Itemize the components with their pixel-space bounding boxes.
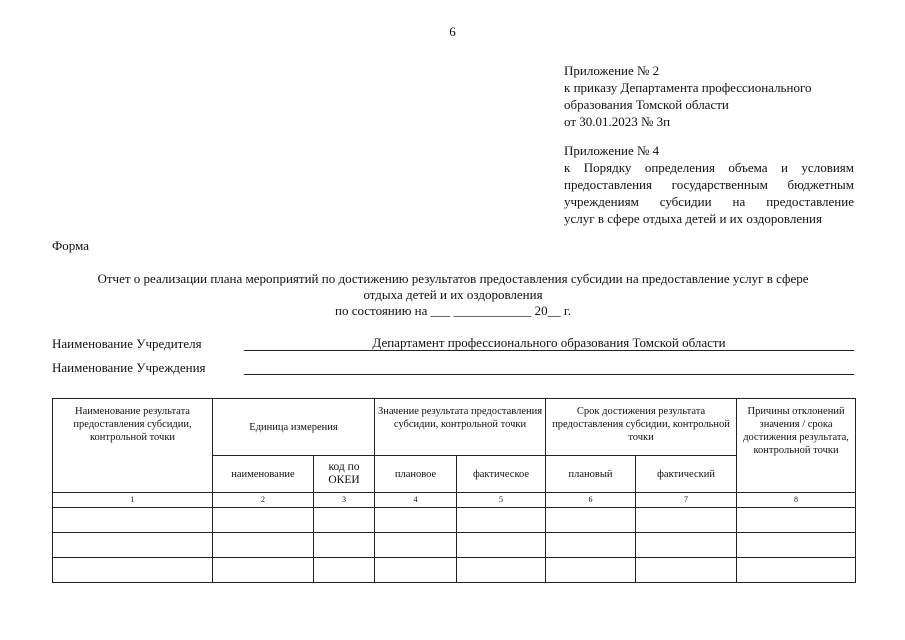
table-cell[interactable] [53, 533, 213, 558]
form-label: Форма [52, 238, 89, 253]
appendix-4-line: предоставления государственным бюджетным [564, 177, 854, 192]
header-value-planned: плановое [375, 456, 457, 493]
column-number: 5 [457, 493, 546, 508]
appendix-4-title: Приложение № 4 [564, 143, 660, 158]
table-cell[interactable] [457, 533, 546, 558]
table-cell[interactable] [737, 508, 856, 533]
appendix-2-title: Приложение № 2 [564, 63, 660, 78]
column-number-row [53, 493, 856, 508]
header-value-actual: фактическое [457, 456, 546, 493]
header-unit-group: Единица измерения [213, 399, 375, 456]
appendix-2-line: от 30.01.2023 № 3п [564, 114, 671, 129]
table-cell[interactable] [636, 558, 737, 583]
appendix-2-block [564, 62, 854, 130]
header-unit-code: код по ОКЕИ [314, 456, 375, 493]
table-row [53, 508, 856, 533]
institution-field[interactable] [244, 360, 854, 375]
header-deadline-group: Срок достижения результата предоставления субсидии, контрольной точки [546, 399, 737, 456]
report-title [52, 271, 854, 319]
table-cell[interactable] [314, 533, 375, 558]
founder-row [52, 336, 854, 354]
header-deadline-planned: плановый [546, 456, 636, 493]
table-cell[interactable] [457, 558, 546, 583]
page-number: 6 [449, 24, 456, 39]
table-cell[interactable] [375, 533, 457, 558]
table-cell[interactable] [53, 558, 213, 583]
appendix-4-block [564, 142, 854, 227]
founder-field[interactable]: Департамент профессионального образования Томской области [244, 336, 854, 351]
table-header-row [53, 399, 856, 456]
table-cell[interactable] [636, 508, 737, 533]
report-table [52, 398, 856, 583]
column-number: 4 [375, 493, 457, 508]
table-cell[interactable] [636, 533, 737, 558]
institution-label: Наименование Учреждения [52, 360, 206, 375]
table-row [53, 558, 856, 583]
table-cell[interactable] [546, 508, 636, 533]
column-number: 6 [546, 493, 636, 508]
appendix-4-line: учреждениям субсидии на предоставление [564, 194, 854, 209]
appendix-2-line: к приказу Департамента профессионального [564, 80, 812, 95]
header-value-group: Значение результата предоставления субсидии, контрольной точки [375, 399, 546, 456]
report-title-line: Отчет о реализации плана мероприятий по достижению результатов предоставления субсидии на предоставление услуг в сфере [97, 271, 809, 286]
appendix-4-line: услуг в сфере отдыха детей и их оздоровления [564, 211, 822, 226]
appendix-2-line: образования Томской области [564, 97, 729, 112]
table-cell[interactable] [213, 533, 314, 558]
column-number: 7 [636, 493, 737, 508]
column-number: 1 [53, 493, 213, 508]
table-cell[interactable] [375, 508, 457, 533]
table-cell[interactable] [314, 558, 375, 583]
appendix-4-line: к Порядку определения объема и условиям [564, 160, 854, 175]
header-unit-name: наименование [213, 456, 314, 493]
table-cell[interactable] [737, 533, 856, 558]
founder-label: Наименование Учредителя [52, 336, 202, 351]
header-result-name: Наименование результата предоставления субсидии, контрольной точки [53, 399, 213, 493]
table-row [53, 533, 856, 558]
column-number: 8 [737, 493, 856, 508]
table-cell[interactable] [314, 508, 375, 533]
table-cell[interactable] [375, 558, 457, 583]
column-number: 3 [314, 493, 375, 508]
table-cell[interactable] [213, 558, 314, 583]
table-cell[interactable] [457, 508, 546, 533]
header-deviation-reasons: Причины отклонений значения / срока достижения результата, контрольной точки [737, 399, 856, 493]
header-deadline-actual: фактический [636, 456, 737, 493]
table-cell[interactable] [737, 558, 856, 583]
report-title-line: отдыха детей и их оздоровления [363, 287, 543, 302]
report-date-line: по состоянию на ___ ____________ 20__ г. [334, 303, 572, 318]
institution-row [52, 360, 854, 378]
table-cell[interactable] [546, 558, 636, 583]
table-cell[interactable] [53, 508, 213, 533]
table-cell[interactable] [546, 533, 636, 558]
column-number: 2 [213, 493, 314, 508]
table-cell[interactable] [213, 508, 314, 533]
